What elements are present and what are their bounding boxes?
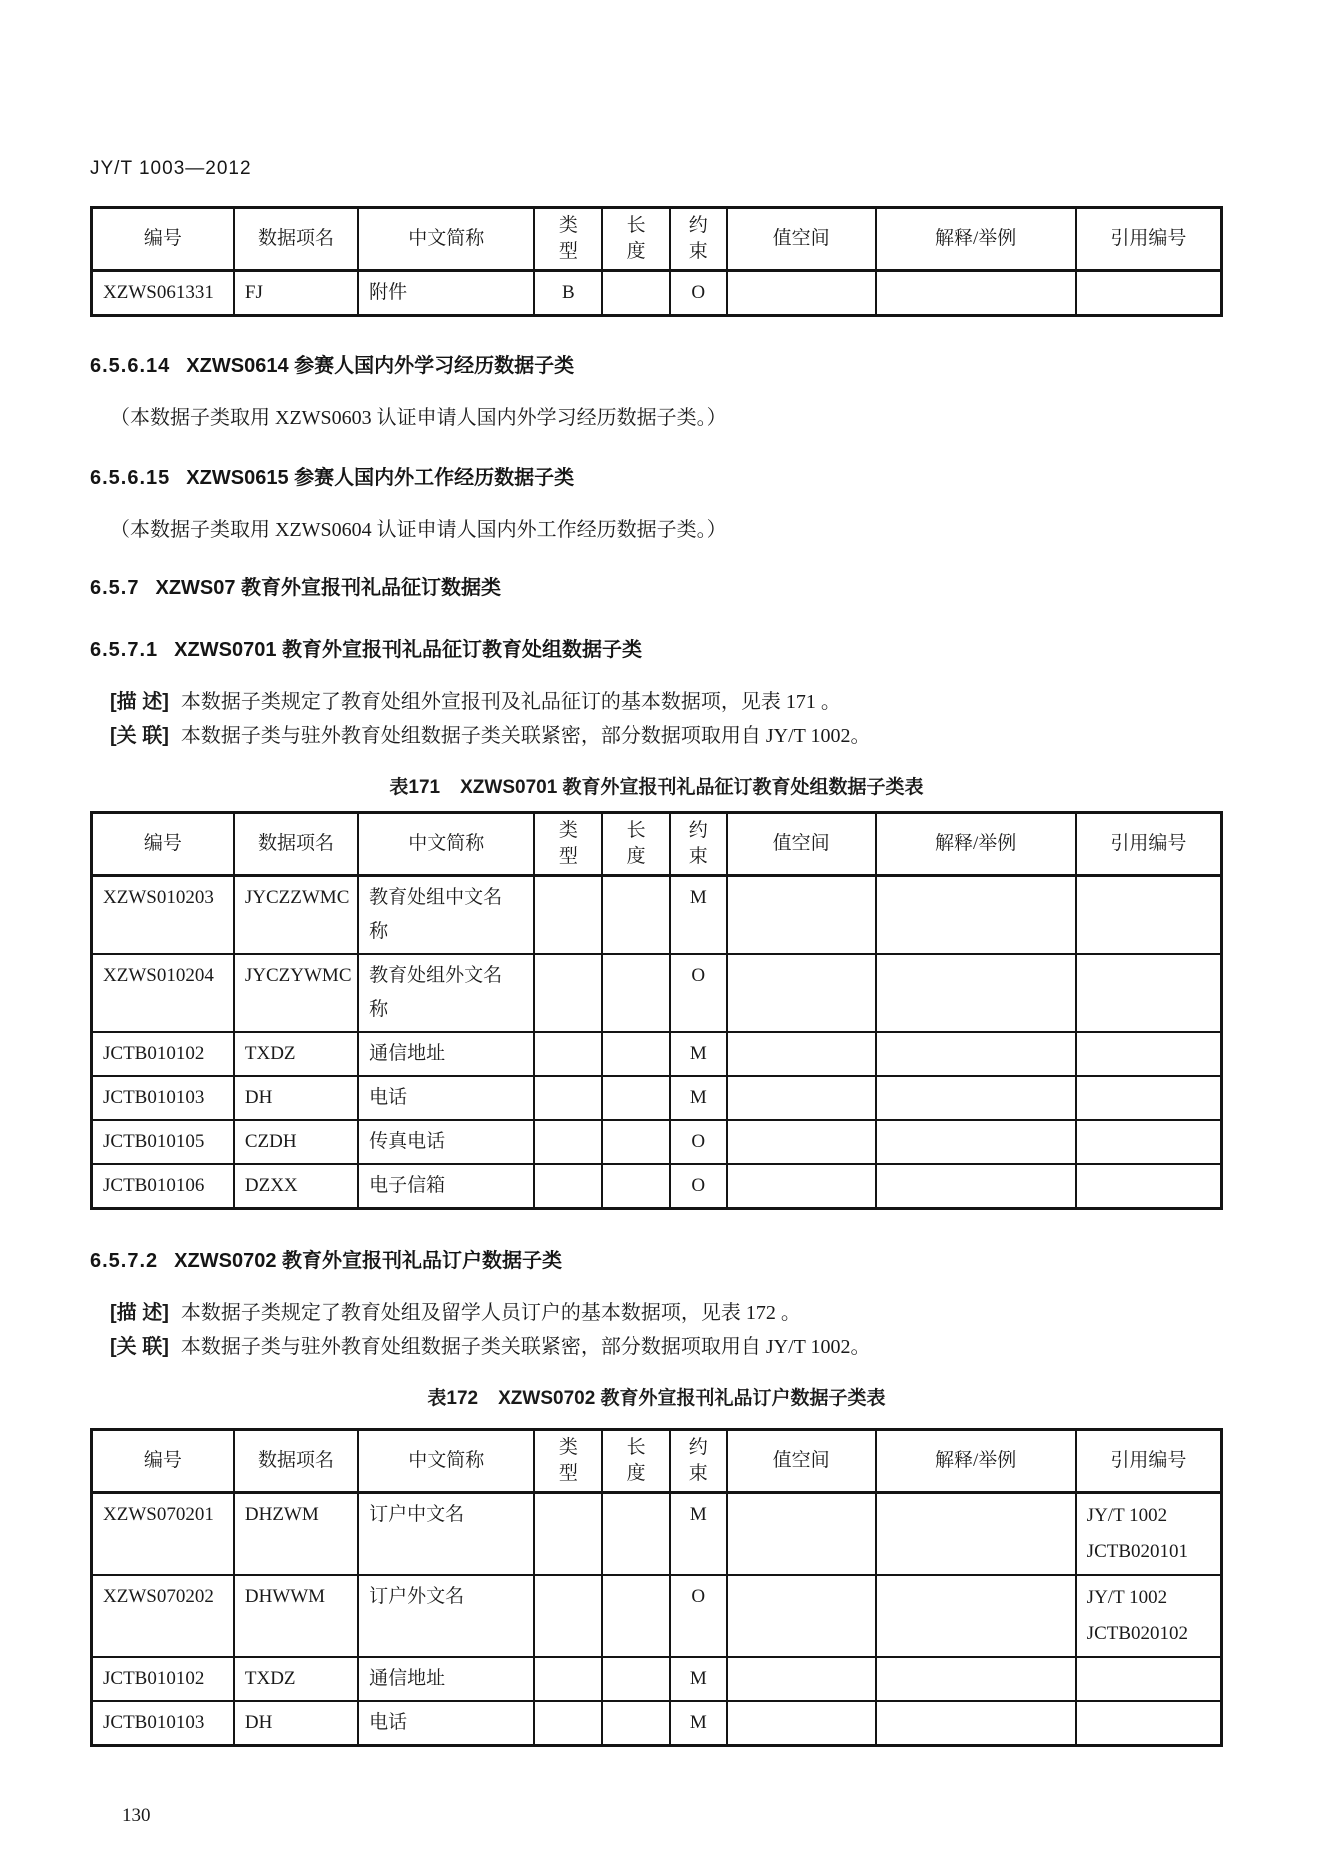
col-header-cn: 中文简称: [358, 813, 534, 876]
cell-item: DHZWM: [234, 1493, 358, 1576]
section-number: 6.5.7: [90, 577, 140, 599]
cell-type: [534, 1164, 602, 1209]
col-header-cn: 中文简称: [358, 208, 534, 271]
cell-cn: 订户中文名: [358, 1493, 534, 1576]
table-header-row: [92, 208, 1222, 271]
cell-cons: O: [670, 1575, 726, 1657]
cell-item: DHWWM: [234, 1575, 358, 1657]
cell-id: JCTB010102: [92, 1657, 234, 1701]
table-172-caption: [90, 1386, 1223, 1412]
section-number: 6.5.7.1: [90, 639, 159, 661]
cell-explain: [876, 876, 1076, 955]
cell-item: DZXX: [234, 1164, 358, 1209]
col-header-cn: 中文简称: [358, 1430, 534, 1493]
cell-ref: [1076, 1164, 1222, 1209]
cell-len: [602, 271, 670, 316]
cell-value: [727, 1701, 876, 1746]
cell-type: [534, 1076, 602, 1120]
ref-line-2: JCTB020101: [1086, 1541, 1189, 1562]
table-row: [92, 271, 1222, 316]
description-line: [110, 685, 1223, 719]
table-row: [92, 1076, 1222, 1120]
cell-len: [602, 1575, 670, 1657]
col-header-item: 数据项名: [234, 813, 358, 876]
section-title: XZWS0614 参赛人国内外学习经历数据子类: [186, 355, 575, 377]
col-header-len: 长度: [602, 813, 670, 876]
description-label: [描 述]: [110, 1302, 169, 1324]
cell-id: JCTB010102: [92, 1032, 234, 1076]
cell-len: [602, 1493, 670, 1576]
cell-value: [727, 1164, 876, 1209]
cell-value: [727, 271, 876, 316]
cell-ref: [1076, 1701, 1222, 1746]
col-header-cons: 约束: [670, 1430, 726, 1493]
table-172: [90, 1428, 1223, 1747]
table-171-caption: [90, 775, 1223, 801]
table-171: [90, 811, 1223, 1210]
relation-text: 本数据子类与驻外教育处组数据子类关联紧密，部分数据项取用自 JY/T 1002。: [180, 725, 871, 747]
col-header-explain: 解释/举例: [876, 208, 1076, 271]
cell-cons: M: [670, 1076, 726, 1120]
cell-type: [534, 1493, 602, 1576]
table-row: [92, 1657, 1222, 1701]
cell-ref: [1076, 271, 1222, 316]
page-number: 130: [122, 1805, 151, 1826]
cell-cons: M: [670, 876, 726, 955]
table-row: [92, 876, 1222, 955]
cell-value: [727, 1657, 876, 1701]
cell-value: [727, 1120, 876, 1164]
cell-type: [534, 1120, 602, 1164]
cell-id: XZWS070202: [92, 1575, 234, 1657]
description-block: [90, 685, 1223, 753]
cell-type: [534, 1575, 602, 1657]
cell-id: JCTB010105: [92, 1120, 234, 1164]
cell-explain: [876, 1032, 1076, 1076]
cell-cn: 电话: [358, 1701, 534, 1746]
description-text: 本数据子类规定了教育处组外宣报刊及礼品征订的基本数据项，见表 171 。: [180, 691, 841, 713]
table-row: [92, 1701, 1222, 1746]
cell-cn: 订户外文名: [358, 1575, 534, 1657]
section-paragraph: （本数据子类取用 XZWS0604 认证申请人国内外工作经历数据子类。）: [110, 519, 727, 541]
cell-cons: M: [670, 1493, 726, 1576]
relation-label: [关 联]: [110, 1336, 169, 1358]
cell-item: DH: [234, 1076, 358, 1120]
cell-explain: [876, 1657, 1076, 1701]
col-header-cons: 约束: [670, 813, 726, 876]
cell-ref: [1076, 1493, 1222, 1576]
table-caption-title: XZWS0702 教育外宣报刊礼品订户数据子类表: [498, 1388, 886, 1409]
cell-id: XZWS010204: [92, 954, 234, 1032]
table-row: [92, 1032, 1222, 1076]
col-header-type: 类型: [534, 208, 602, 271]
col-header-type: 类型: [534, 813, 602, 876]
col-header-len: 长度: [602, 1430, 670, 1493]
cell-ref: [1076, 1076, 1222, 1120]
col-header-ref: 引用编号: [1076, 813, 1222, 876]
col-header-explain: 解释/举例: [876, 813, 1076, 876]
cell-len: [602, 1657, 670, 1701]
cell-type: [534, 1657, 602, 1701]
description-line: [110, 1296, 1223, 1330]
table-caption-label: 表172: [427, 1388, 479, 1409]
description-text: 本数据子类规定了教育处组及留学人员订户的基本数据项，见表 172 。: [180, 1302, 801, 1324]
cell-id: XZWS010203: [92, 876, 234, 955]
section-paragraph: （本数据子类取用 XZWS0603 认证申请人国内外学习经历数据子类。）: [110, 407, 727, 429]
cell-cons: O: [670, 1120, 726, 1164]
cell-len: [602, 954, 670, 1032]
cell-item: TXDZ: [234, 1032, 358, 1076]
cell-value: [727, 1575, 876, 1657]
section-number: 6.5.6.14: [90, 355, 171, 377]
cell-cn: 电子信箱: [358, 1164, 534, 1209]
section-heading-6-5-6-14: [90, 353, 1223, 379]
cell-cn: 电话: [358, 1076, 534, 1120]
cell-cons: O: [670, 271, 726, 316]
table-row: [92, 954, 1222, 1032]
section-title: XZWS0615 参赛人国内外工作经历数据子类: [186, 467, 575, 489]
ref-line-1: JY/T 1002: [1086, 1505, 1168, 1526]
cell-value: [727, 1032, 876, 1076]
table-row: [92, 1493, 1222, 1576]
cell-ref: [1076, 1032, 1222, 1076]
cell-cn: 附件: [358, 271, 534, 316]
cell-len: [602, 1164, 670, 1209]
cell-cn: 教育处组外文名称: [358, 954, 534, 1032]
cell-value: [727, 954, 876, 1032]
section-title: XZWS0702 教育外宣报刊礼品订户数据子类: [174, 1250, 562, 1272]
cell-item: JYCZYWMC: [234, 954, 358, 1032]
description-block: [90, 1296, 1223, 1364]
cell-type: B: [534, 271, 602, 316]
table-caption-title: XZWS0701 教育外宣报刊礼品征订教育处组数据子类表: [460, 777, 924, 798]
section-heading-6-5-7-1: [90, 637, 1223, 663]
cell-item: DH: [234, 1701, 358, 1746]
cell-type: [534, 954, 602, 1032]
cell-explain: [876, 271, 1076, 316]
cell-explain: [876, 954, 1076, 1032]
cell-ref: [1076, 1120, 1222, 1164]
cell-type: [534, 1701, 602, 1746]
cell-ref: [1076, 1575, 1222, 1657]
cell-value: [727, 1493, 876, 1576]
relation-label: [关 联]: [110, 725, 169, 747]
cell-explain: [876, 1701, 1076, 1746]
table-header-row: [92, 813, 1222, 876]
cell-ref: [1076, 954, 1222, 1032]
table-continuation: [90, 206, 1223, 317]
section-title: XZWS0701 教育外宣报刊礼品征订教育处组数据子类: [174, 639, 642, 661]
cell-item: TXDZ: [234, 1657, 358, 1701]
section-number: 6.5.6.15: [90, 467, 171, 489]
cell-id: JCTB010103: [92, 1701, 234, 1746]
cell-explain: [876, 1164, 1076, 1209]
col-header-cons: 约束: [670, 208, 726, 271]
col-header-value: 值空间: [727, 208, 876, 271]
col-header-len: 长度: [602, 208, 670, 271]
cell-id: JCTB010106: [92, 1164, 234, 1209]
table-row: [92, 1575, 1222, 1657]
ref-line-1: JY/T 1002: [1086, 1587, 1168, 1608]
cell-cons: O: [670, 954, 726, 1032]
col-header-type: 类型: [534, 1430, 602, 1493]
cell-len: [602, 1701, 670, 1746]
section-heading-6-5-7: [90, 575, 1223, 601]
relation-line: [110, 1330, 1223, 1364]
table-row: [92, 1120, 1222, 1164]
cell-cons: O: [670, 1164, 726, 1209]
table-caption-label: 表171: [389, 777, 441, 798]
cell-item: FJ: [234, 271, 358, 316]
cell-len: [602, 1076, 670, 1120]
cell-ref: [1076, 1657, 1222, 1701]
table-header-row: [92, 1430, 1222, 1493]
cell-id: JCTB010103: [92, 1076, 234, 1120]
cell-item: JYCZZWMC: [234, 876, 358, 955]
col-header-id: 编号: [92, 208, 234, 271]
cell-explain: [876, 1575, 1076, 1657]
cell-cons: M: [670, 1657, 726, 1701]
col-header-id: 编号: [92, 813, 234, 876]
cell-cons: M: [670, 1701, 726, 1746]
cell-cn: 传真电话: [358, 1120, 534, 1164]
cell-value: [727, 1076, 876, 1120]
doc-standard-code: JY/T 1003—2012: [90, 158, 252, 179]
relation-text: 本数据子类与驻外教育处组数据子类关联紧密，部分数据项取用自 JY/T 1002。: [180, 1336, 871, 1358]
col-header-value: 值空间: [727, 813, 876, 876]
cell-len: [602, 876, 670, 955]
section-heading-6-5-6-15: [90, 465, 1223, 491]
relation-line: [110, 719, 1223, 753]
ref-line-2: JCTB020102: [1086, 1623, 1189, 1644]
cell-cn: 通信地址: [358, 1657, 534, 1701]
cell-id: XZWS070201: [92, 1493, 234, 1576]
cell-ref: [1076, 876, 1222, 955]
cell-type: [534, 1032, 602, 1076]
section-number: 6.5.7.2: [90, 1250, 159, 1272]
section-heading-6-5-7-2: [90, 1248, 1223, 1274]
cell-len: [602, 1120, 670, 1164]
cell-id: XZWS061331: [92, 271, 234, 316]
cell-explain: [876, 1120, 1076, 1164]
col-header-item: 数据项名: [234, 1430, 358, 1493]
cell-cn: 教育处组中文名称: [358, 876, 534, 955]
cell-len: [602, 1032, 670, 1076]
section-title: XZWS07 教育外宣报刊礼品征订数据类: [155, 577, 502, 599]
description-label: [描 述]: [110, 691, 169, 713]
col-header-ref: 引用编号: [1076, 208, 1222, 271]
cell-explain: [876, 1493, 1076, 1576]
cell-cons: M: [670, 1032, 726, 1076]
cell-cn: 通信地址: [358, 1032, 534, 1076]
col-header-id: 编号: [92, 1430, 234, 1493]
col-header-ref: 引用编号: [1076, 1430, 1222, 1493]
table-row: [92, 1164, 1222, 1209]
col-header-item: 数据项名: [234, 208, 358, 271]
col-header-value: 值空间: [727, 1430, 876, 1493]
cell-value: [727, 876, 876, 955]
cell-explain: [876, 1076, 1076, 1120]
cell-type: [534, 876, 602, 955]
cell-item: CZDH: [234, 1120, 358, 1164]
col-header-explain: 解释/举例: [876, 1430, 1076, 1493]
